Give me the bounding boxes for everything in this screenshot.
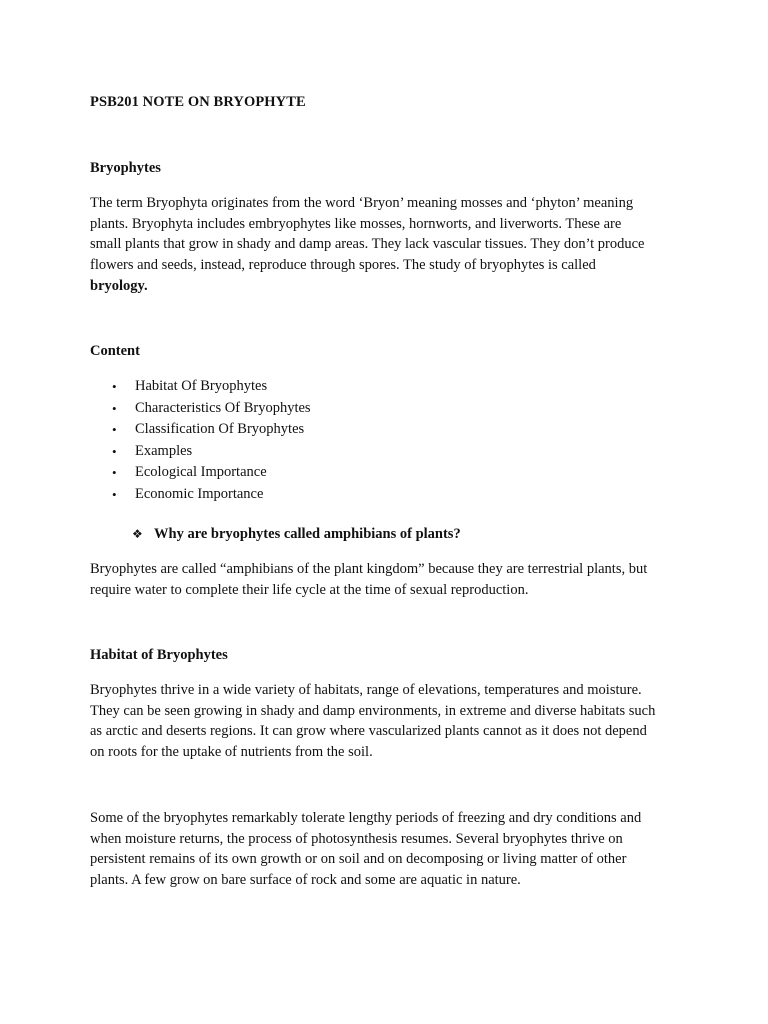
text-line: on roots for the uptake of nutrients from the soil. [90, 744, 373, 761]
list-item-label: Economic Importance [135, 485, 264, 502]
text-line: as arctic and deserts regions. It can grow where vascularized plants cannot as it does not depend [90, 723, 647, 740]
text-line: They can be seen growing in shady and damp environments, in extreme and diverse habitats such [90, 702, 656, 719]
paragraph-amphibians [90, 559, 690, 600]
text-line: require water to complete their life cycle at the time of sexual reproduction. [90, 581, 529, 598]
heading-content: Content [90, 343, 140, 359]
content-list [90, 376, 311, 506]
bullet-icon: • [112, 486, 117, 502]
list-item [90, 376, 311, 398]
list-item-label: Habitat Of Bryophytes [135, 378, 268, 394]
diamond-bullet-icon: ❖ [132, 527, 143, 541]
text-line: plants. A few grow on bare surface of rock and some are aquatic in nature. [90, 872, 521, 889]
question-text: Why are bryophytes called amphibians of plants? [154, 526, 461, 542]
question-heading [132, 526, 461, 543]
list-item-label: Characteristics Of Bryophytes [135, 399, 311, 416]
text-line: plants. Bryophyta includes embryophytes like mosses, hornworts, and liverworts. These are [90, 215, 622, 232]
paragraph-habitat-2 [90, 808, 690, 891]
bullet-icon: • [112, 379, 117, 394]
list-item [90, 398, 311, 420]
list-item [90, 462, 311, 484]
text-line: The term Bryophyta originates from the word ‘Bryon’ meaning mosses and ‘phyton’ meaning [90, 195, 634, 211]
bullet-icon: • [112, 443, 117, 459]
list-item-label: Ecological Importance [135, 464, 267, 481]
text-line: Some of the bryophytes remarkably tolerate lengthy periods of freezing and dry conditions and [90, 810, 642, 826]
text-line: flowers and seeds, instead, reproduce through spores. The study of bryophytes is called [90, 257, 596, 274]
bullet-icon: • [112, 400, 117, 416]
list-item-label: Examples [135, 442, 193, 459]
bullet-icon: • [112, 465, 117, 481]
text-line: persistent remains of its own growth or on soil and on decomposing or living matter of other [90, 851, 627, 868]
heading-bryophytes: Bryophytes [90, 160, 161, 176]
heading-habitat: Habitat of Bryophytes [90, 647, 228, 663]
bold-term-bryology: bryology. [90, 277, 148, 294]
list-item [90, 419, 311, 441]
list-item [90, 484, 311, 506]
text-line: Bryophytes are called “amphibians of the plant kingdom” because they are terrestrial plants, but [90, 561, 648, 577]
paragraph-bryophytes-intro [90, 193, 690, 297]
text-line: small plants that grow in shady and damp areas. They lack vascular tissues. They don’t produce [90, 236, 645, 253]
text-line: Bryophytes thrive in a wide variety of habitats, range of elevations, temperatures and moisture. [90, 682, 642, 698]
bullet-icon: • [112, 422, 117, 438]
list-item-label: Classification Of Bryophytes [135, 421, 305, 438]
text-line: when moisture returns, the process of photosynthesis resumes. Several bryophytes thrive on [90, 830, 623, 847]
paragraph-habitat-1 [90, 680, 690, 763]
list-item [90, 441, 311, 463]
document-title: PSB201 NOTE ON BRYOPHYTE [90, 94, 306, 110]
